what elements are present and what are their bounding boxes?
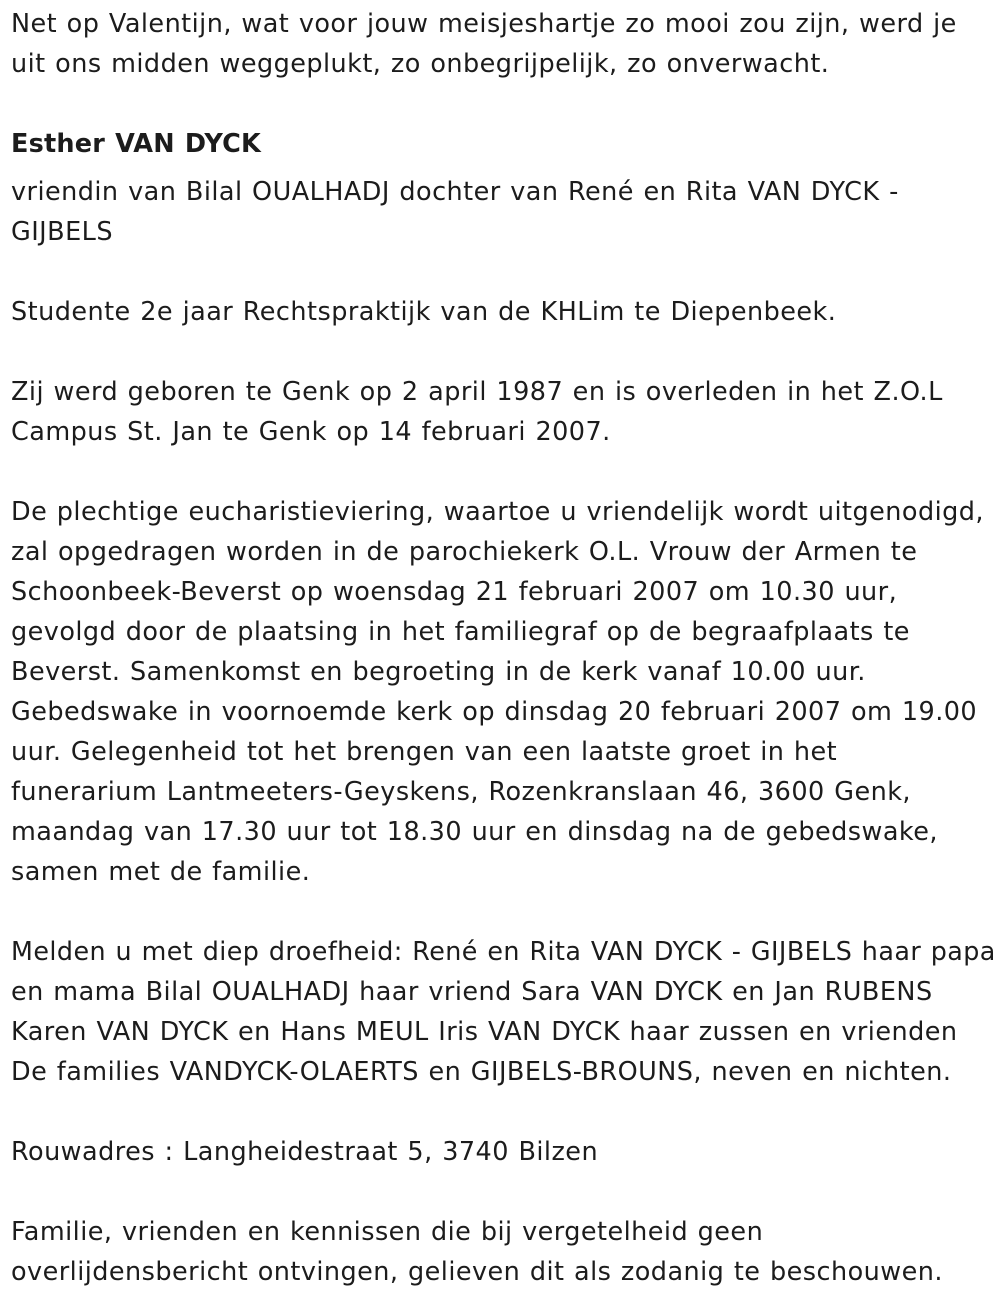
closing-line: Familie, vrienden en kennissen die bij vergetelheid geen <box>11 1217 764 1247</box>
ceremony-line: Beverst. Samenkomst en begroeting in de kerk vanaf 10.00 uur. <box>11 657 866 687</box>
mourners-line: Karen VAN DYCK en Hans MEUL Iris VAN DYCK haar zussen en vrienden <box>11 1017 958 1047</box>
study-line: Studente 2e jaar Rechtspraktijk van de KHLim te Diepenbeek. <box>11 297 837 327</box>
address-line: Rouwadres : Langheidestraat 5, 3740 Bilzen <box>11 1137 599 1167</box>
mourners-line: Melden u met diep droefheid: René en Rita VAN DYCK - GIJBELS haar papa <box>11 937 996 967</box>
ceremony-line: samen met de familie. <box>11 857 311 887</box>
relations-line: vriendin van Bilal OUALHADJ dochter van René en Rita VAN DYCK - <box>11 177 899 207</box>
ceremony-line: Schoonbeek-Beverst op woensdag 21 februari 2007 om 10.30 uur, <box>11 577 898 607</box>
ceremony-line: uur. Gelegenheid tot het brengen van een laatste groet in het <box>11 737 838 767</box>
ceremony-line: De plechtige eucharistieviering, waartoe u vriendelijk wordt uitgenodigd, <box>11 497 984 527</box>
ceremony-line: zal opgedragen worden in de parochiekerk O.L. Vrouw der Armen te <box>11 537 918 567</box>
intro-line: Net op Valentijn, wat voor jouw meisjeshartje zo mooi zou zijn, werd je <box>11 9 957 39</box>
mourners-line: en mama Bilal OUALHADJ haar vriend Sara VAN DYCK en Jan RUBENS <box>11 977 933 1007</box>
ceremony-line: maandag van 17.30 uur tot 18.30 uur en dinsdag na de gebedswake, <box>11 817 938 847</box>
ceremony-line: funerarium Lantmeeters-Geyskens, Rozenkranslaan 46, 3600 Genk, <box>11 777 911 807</box>
ceremony-line: gevolgd door de plaatsing in het familiegraf op de begraafplaats te <box>11 617 910 647</box>
deceased-name: Esther VAN DYCK <box>11 129 261 159</box>
birth-death-line: Zij werd geboren te Genk op 2 april 1987 en is overleden in het Z.O.L <box>11 377 943 407</box>
closing-line: overlijdensbericht ontvingen, gelieven dit als zodanig te beschouwen. <box>11 1257 943 1287</box>
ceremony-line: Gebedswake in voornoemde kerk op dinsdag 20 februari 2007 om 19.00 <box>11 697 978 727</box>
mourners-line: De families VANDYCK-OLAERTS en GIJBELS-BROUNS, neven en nichten. <box>11 1057 952 1087</box>
birth-death-line: Campus St. Jan te Genk op 14 februari 2007. <box>11 417 611 447</box>
intro-line: uit ons midden weggeplukt, zo onbegrijpelijk, zo onverwacht. <box>11 49 830 79</box>
relations-line: GIJBELS <box>11 217 113 247</box>
